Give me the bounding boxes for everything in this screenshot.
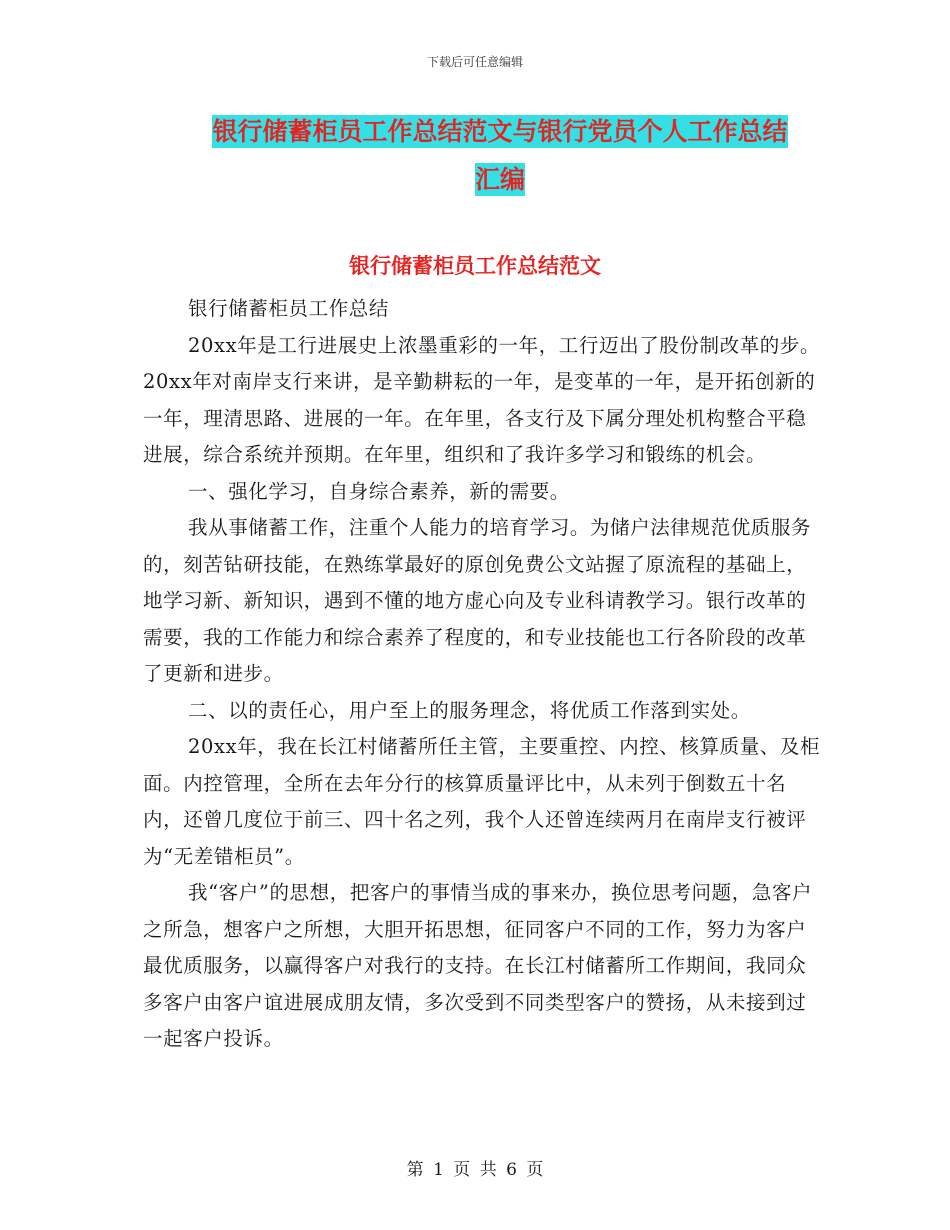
paragraph: 银行储蓄柜员工作总结 xyxy=(188,297,390,320)
paragraph: 20xx年是工行进展史上浓墨重彩的一年，工行迈出了股份制改革的步。20xx年对南岸支行来讲，是辛勤耕耘的一年，是变革的一年，是开拓创新的一年，理清思路、进展的一年。在年里，各支行及下属分理处机构整合平稳进展，综合系统并预期。在年里，组织和了我许多学习和锻练的机会。 xyxy=(143,333,821,466)
document-body xyxy=(143,291,823,1058)
header-note: 下载后可任意编辑 xyxy=(426,55,523,69)
section-title: 银行储蓄柜员工作总结范文 xyxy=(349,254,601,278)
paragraph: 我从事储蓄工作，注重个人能力的培育学习。为储户法律规范优质服务的，刻苦钻研技能，在熟练掌最好的原创免费公文站握了原流程的基础上，地学习新、新知识，遇到不懂的地方虚心向及专业科请教学习。银行改革的需要，我的工作能力和综合素养了程度的，和专业技能也工行各阶段的改革了更新和进步。 xyxy=(143,516,812,685)
document-title-line-1: 银行储蓄柜员工作总结范文与银行党员个人工作总结 xyxy=(212,117,788,146)
page-footer: 第 1 页 共 6 页 xyxy=(406,1160,544,1180)
paragraph: 二、以的责任心，用户至上的服务理念，将优质工作落到实处。 xyxy=(188,698,751,722)
paragraph: 20xx年，我在长江村储蓄所任主管，主要重控、内控、核算质量、及柜面。内控管理，全所在去年分行的核算质量评比中，从未列于倒数五十名内，还曾几度位于前三、四十名之列，我个人还曾连续两月在南岸支行被评为“无差错柜员”。 xyxy=(143,735,821,868)
paragraph: 我“客户”的思想，把客户的事情当成的事来办，换位思考问题，急客户之所急，想客户之所想，大胆开拓思想，征同客户不同的工作，努力为客户最优质服务，以赢得客户对我行的支持。在长江村储蓄所工作期间，我同众多客户由客户谊进展成朋友情，多次受到不同类型客户的赞扬，从未接到过一起客户投诉。 xyxy=(143,881,813,1050)
document-title xyxy=(180,108,820,204)
document-title-line-2: 汇编 xyxy=(474,165,525,194)
paragraph: 一、强化学习，自身综合素养，新的需要。 xyxy=(188,479,570,503)
